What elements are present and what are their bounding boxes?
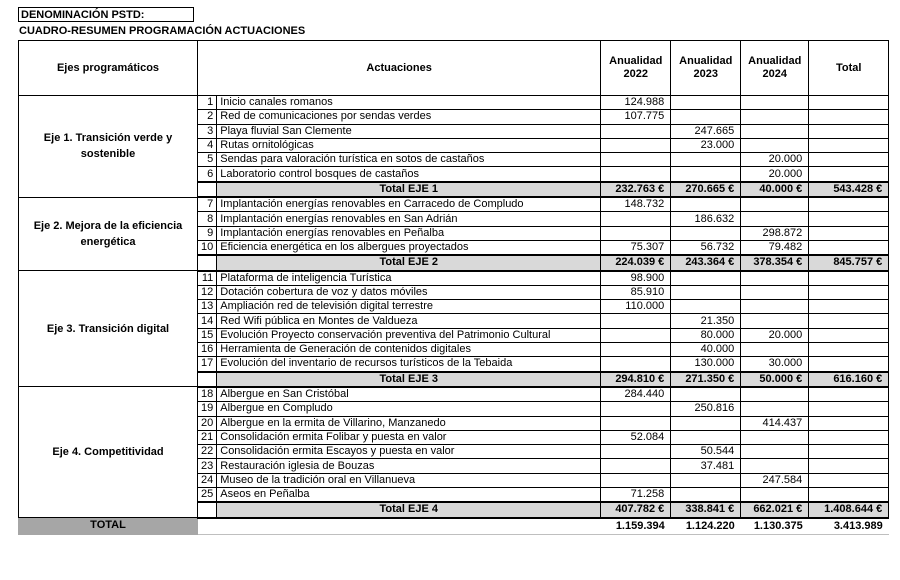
header-actuaciones: Actuaciones [198,41,601,96]
value-2022 [601,459,671,473]
grand-total-row [19,518,889,535]
value-2022: 107.775 [601,110,671,124]
value-total [809,300,889,314]
row-number: 22 [198,445,217,459]
grand-total-blank [198,518,601,535]
actuacion-name: Albergue en la ermita de Villarino, Manzanedo [217,416,601,430]
value-total [809,328,889,342]
eje-total-sum: 1.408.644 € [809,502,889,517]
actuacion-name: Consolidación ermita Folibar y puesta en valor [217,430,601,444]
row-number: 21 [198,430,217,444]
value-2022 [601,124,671,138]
value-total [809,240,889,255]
row-number: 8 [198,212,217,226]
eje-total-2023: 271.350 € [671,372,741,387]
row-number: 11 [198,271,217,286]
value-2024 [741,314,809,328]
eje-total-label: Total EJE 3 [217,372,601,387]
value-2023: 56.732 [671,240,741,255]
eje-total-2024: 662.021 € [741,502,809,517]
row-number: 4 [198,138,217,152]
eje-total-2022: 294.810 € [601,372,671,387]
value-2022: 148.732 [601,197,671,212]
row-number: 24 [198,473,217,487]
actuacion-name: Implantación energías renovables en San Adrián [217,212,601,226]
value-2024 [741,138,809,152]
eje-name: Eje 4. Competitividad [19,387,198,518]
actuacion-name: Sendas para valoración turística en sotos de castaños [217,153,601,167]
value-2022: 52.084 [601,430,671,444]
value-2023: 21.350 [671,314,741,328]
grand-total-2023: 1.124.220 [671,518,741,535]
total-blank [198,182,217,197]
value-2024 [741,300,809,314]
header-ejes: Ejes programáticos [19,41,198,96]
value-2024 [741,387,809,402]
eje-total-2022: 232.763 € [601,182,671,197]
value-2022 [601,138,671,152]
value-2022 [601,402,671,416]
value-2023: 80.000 [671,328,741,342]
value-2024 [741,212,809,226]
value-total [809,153,889,167]
value-2024 [741,96,809,110]
value-2024: 20.000 [741,328,809,342]
value-2023 [671,300,741,314]
value-2023: 130.000 [671,357,741,372]
value-total [809,226,889,240]
header-2023: Anualidad 2023 [671,41,741,96]
value-total [809,473,889,487]
value-total [809,488,889,503]
value-2022 [601,473,671,487]
value-2022 [601,328,671,342]
row-number: 15 [198,328,217,342]
grand-total-2022: 1.159.394 [601,518,671,535]
value-2022 [601,314,671,328]
eje-total-2023: 338.841 € [671,502,741,517]
value-2022: 71.258 [601,488,671,503]
value-2023 [671,271,741,286]
value-total [809,343,889,357]
row-number: 2 [198,110,217,124]
value-2024: 414.437 [741,416,809,430]
value-total [809,212,889,226]
actuacion-name: Implantación energías renovables en Carracedo de Compludo [217,197,601,212]
value-2024: 79.482 [741,240,809,255]
eje-total-2022: 224.039 € [601,255,671,270]
value-2023 [671,96,741,110]
actuacion-name: Albergue en San Cristóbal [217,387,601,402]
actuacion-name: Playa fluvial San Clemente [217,124,601,138]
value-2024: 247.584 [741,473,809,487]
value-2023 [671,416,741,430]
row-number: 16 [198,343,217,357]
value-2024 [741,402,809,416]
row-number: 18 [198,387,217,402]
denominacion-box: DENOMINACIÓN PSTD: [18,7,194,22]
row-number: 25 [198,488,217,503]
eje-total-label: Total EJE 4 [217,502,601,517]
actuacion-name: Restauración iglesia de Bouzas [217,459,601,473]
actuacion-name: Eficiencia energética en los albergues proyectados [217,240,601,255]
actuacion-name: Inicio canales romanos [217,96,601,110]
header-row [19,41,889,96]
header-2024: Anualidad 2024 [741,41,809,96]
value-2022: 110.000 [601,300,671,314]
eje-total-2023: 270.665 € [671,182,741,197]
grand-total-sum: 3.413.989 [809,518,889,535]
table-row [19,197,889,212]
value-2023 [671,197,741,212]
value-total [809,445,889,459]
row-number: 3 [198,124,217,138]
value-2023: 50.544 [671,445,741,459]
eje-total-2024: 378.354 € [741,255,809,270]
table-row [19,271,889,286]
actuacion-name: Ampliación red de televisión digital terrestre [217,300,601,314]
actuacion-name: Red Wifi pública en Montes de Valdueza [217,314,601,328]
value-2022 [601,153,671,167]
value-2022: 284.440 [601,387,671,402]
value-2023 [671,473,741,487]
value-2022: 75.307 [601,240,671,255]
actuacion-name: Red de comunicaciones por sendas verdes [217,110,601,124]
eje-name: Eje 3. Transición digital [19,271,198,387]
actuacion-name: Albergue en Compludo [217,402,601,416]
row-number: 20 [198,416,217,430]
value-2024 [741,430,809,444]
row-number: 5 [198,153,217,167]
value-2023 [671,153,741,167]
eje-total-sum: 616.160 € [809,372,889,387]
value-2024 [741,459,809,473]
eje-total-2022: 407.782 € [601,502,671,517]
actuacion-name: Evolución Proyecto conservación preventiva del Patrimonio Cultural [217,328,601,342]
actuacion-name: Evolución del inventario de recursos turísticos de la Tebaida [217,357,601,372]
value-2024 [741,110,809,124]
value-total [809,285,889,299]
value-2023: 40.000 [671,343,741,357]
header-2022: Anualidad 2022 [601,41,671,96]
value-2022: 85.910 [601,285,671,299]
value-2023: 250.816 [671,402,741,416]
actuacion-name: Museo de la tradición oral en Villanueva [217,473,601,487]
eje-total-label: Total EJE 2 [217,255,601,270]
value-total [809,197,889,212]
value-total [809,314,889,328]
value-2024 [741,445,809,459]
value-2023 [671,110,741,124]
actuacion-name: Plataforma de inteligencia Turística [217,271,601,286]
value-2024 [741,271,809,286]
value-2024 [741,197,809,212]
value-total [809,110,889,124]
actuacion-name: Herramienta de Generación de contenidos digitales [217,343,601,357]
value-2022: 124.988 [601,96,671,110]
eje-total-2023: 243.364 € [671,255,741,270]
value-2022: 98.900 [601,271,671,286]
actuacion-name: Laboratorio control bosques de castaños [217,167,601,182]
row-number: 14 [198,314,217,328]
value-2024: 20.000 [741,153,809,167]
value-total [809,459,889,473]
value-2024 [741,285,809,299]
value-2023: 186.632 [671,212,741,226]
value-2022 [601,226,671,240]
value-2024: 20.000 [741,167,809,182]
value-total [809,138,889,152]
value-total [809,430,889,444]
row-number: 19 [198,402,217,416]
row-number: 7 [198,197,217,212]
value-2024 [741,488,809,503]
grand-total-2024: 1.130.375 [741,518,809,535]
row-number: 13 [198,300,217,314]
value-total [809,271,889,286]
value-2023: 247.665 [671,124,741,138]
row-number: 1 [198,96,217,110]
value-2023 [671,285,741,299]
value-2022 [601,357,671,372]
total-blank [198,372,217,387]
eje-total-sum: 543.428 € [809,182,889,197]
value-2024: 298.872 [741,226,809,240]
eje-total-2024: 40.000 € [741,182,809,197]
table-row [19,387,889,402]
actuacion-name: Dotación cobertura de voz y datos móviles [217,285,601,299]
actuacion-name: Consolidación ermita Escayos y puesta en valor [217,445,601,459]
grand-total-label: TOTAL [19,518,198,535]
value-2022 [601,416,671,430]
eje-total-2024: 50.000 € [741,372,809,387]
value-total [809,416,889,430]
eje-name: Eje 1. Transición verde y sostenible [19,96,198,198]
value-total [809,357,889,372]
table-row [19,96,889,110]
row-number: 17 [198,357,217,372]
table-subtitle: CUADRO-RESUMEN PROGRAMACIÓN ACTUACIONES [19,25,306,37]
actuacion-name: Rutas ornitológicas [217,138,601,152]
total-blank [198,502,217,517]
value-total [809,96,889,110]
value-total [809,124,889,138]
value-2022 [601,167,671,182]
row-number: 23 [198,459,217,473]
row-number: 6 [198,167,217,182]
value-total [809,402,889,416]
value-2022 [601,212,671,226]
value-2024 [741,343,809,357]
value-2023 [671,430,741,444]
value-total [809,167,889,182]
value-2023 [671,226,741,240]
value-2024: 30.000 [741,357,809,372]
value-2023 [671,387,741,402]
value-2023: 23.000 [671,138,741,152]
value-2022 [601,445,671,459]
row-number: 9 [198,226,217,240]
value-2023: 37.481 [671,459,741,473]
eje-name: Eje 2. Mejora de la eficiencia energética [19,197,198,270]
actuacion-name: Implantación energías renovables en Peñalba [217,226,601,240]
row-number: 10 [198,240,217,255]
actuacion-name: Aseos en Peñalba [217,488,601,503]
value-2023 [671,488,741,503]
total-blank [198,255,217,270]
value-2024 [741,124,809,138]
eje-total-sum: 845.757 € [809,255,889,270]
summary-table [18,40,889,535]
value-total [809,387,889,402]
eje-total-label: Total EJE 1 [217,182,601,197]
value-2022 [601,343,671,357]
row-number: 12 [198,285,217,299]
value-2023 [671,167,741,182]
header-total: Total [809,41,889,96]
